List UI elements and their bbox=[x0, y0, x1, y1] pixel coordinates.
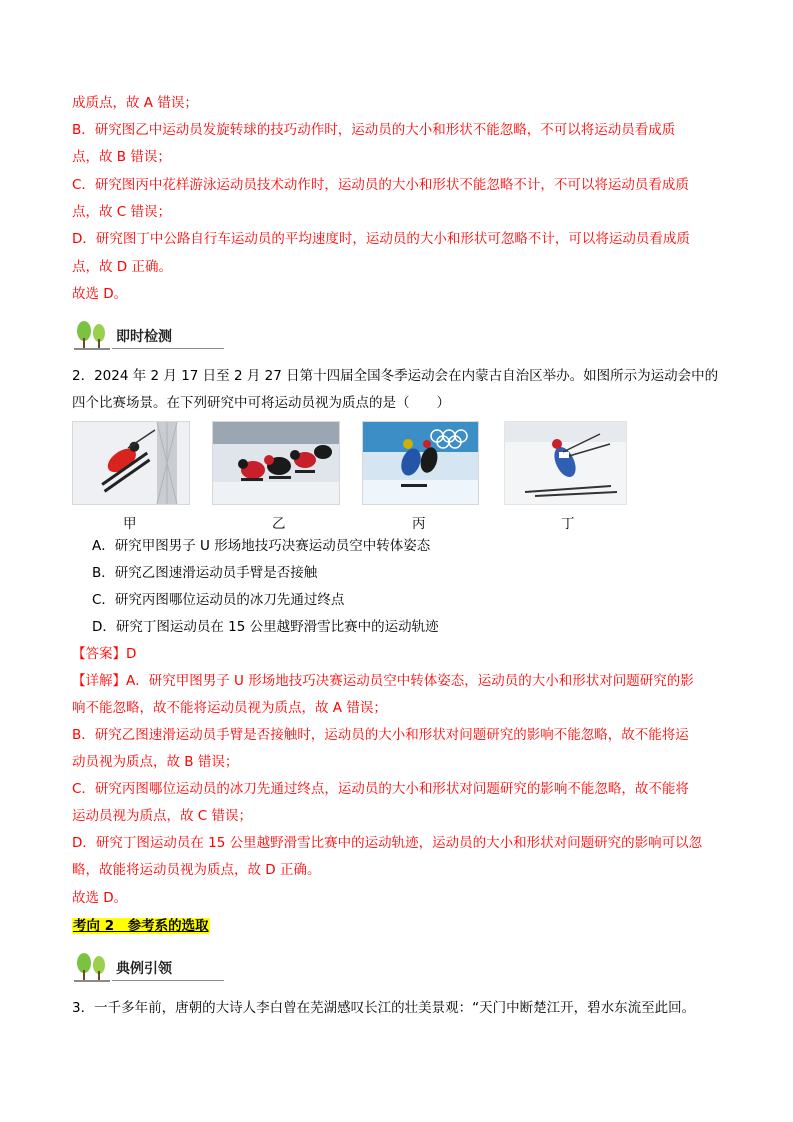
option-a: A．研究甲图男子 U 形场地技巧决赛运动员空中转体姿态 bbox=[92, 538, 431, 554]
answer-label: 【答案】D bbox=[72, 646, 137, 662]
analysis-line-5: 点，故 C 错误； bbox=[72, 204, 172, 220]
analysis-line-7: 点，故 D 正确。 bbox=[72, 259, 172, 275]
option-b: B．研究乙图速滑运动员手臂是否接触 bbox=[92, 565, 318, 581]
detail-line-5: C．研究丙图哪位运动员的冰刀先通过终点，运动员的大小和形状对问题研究的影响不能忽略，故不能将 bbox=[72, 781, 689, 797]
photo-ding-cross-country-ski bbox=[504, 421, 627, 505]
section-title: 即时检测 bbox=[116, 329, 172, 345]
question-3-stem-line-1: 3．一千多年前，唐朝的大诗人李白曾在芜湖感叹长江的壮美景观：“天门中断楚江开，碧水东流至此回。 bbox=[72, 1000, 696, 1016]
analysis-line-6: D．研究图丁中公路自行车运动员的平均速度时，运动员的大小和形状可忽略不计，可以将运动员看成质 bbox=[72, 231, 690, 247]
analysis-line-4: C．研究图丙中花样游泳运动员技术动作时，运动员的大小和形状不能忽略不计，不可以将运动员看成质 bbox=[72, 177, 689, 193]
section-heading-example bbox=[72, 952, 232, 982]
section-title: 典例引领 bbox=[116, 961, 172, 977]
topic-heading: 考向 2 参考系的选取 bbox=[73, 918, 209, 934]
detail-line-6: 运动员视为质点，故 C 错误； bbox=[72, 808, 253, 824]
caption-ding: 丁 bbox=[561, 516, 575, 532]
tree-icon bbox=[72, 952, 112, 982]
section-underline bbox=[112, 980, 224, 981]
detail-line-3: B．研究乙图速滑运动员手臂是否接触时，运动员的大小和形状对问题研究的影响不能忽略，故不能将运 bbox=[72, 727, 689, 743]
detail-line-8: 略，故能将运动员视为质点，故 D 正确。 bbox=[72, 862, 321, 878]
option-d: D．研究丁图运动员在 15 公里越野滑雪比赛中的运动轨迹 bbox=[92, 619, 439, 635]
photo-bing-short-track bbox=[362, 421, 479, 505]
analysis-conclusion: 故选 D。 bbox=[72, 286, 128, 302]
detail-line-1: 【详解】A．研究甲图男子 U 形场地技巧决赛运动员空中转体姿态，运动员的大小和形状对问题研究的影 bbox=[72, 673, 694, 689]
analysis-line-2: B．研究图乙中运动员发旋转球的技巧动作时，运动员的大小和形状不能忽略，不可以将运动员看成质 bbox=[72, 122, 676, 138]
detail-conclusion: 故选 D。 bbox=[72, 890, 128, 906]
analysis-line-1: 成质点，故 A 错误； bbox=[72, 95, 198, 111]
detail-line-7: D．研究丁图运动员在 15 公里越野滑雪比赛中的运动轨迹，运动员的大小和形状对问题研究的影响可以忽 bbox=[72, 835, 703, 851]
caption-yi: 乙 bbox=[272, 516, 286, 532]
section-underline bbox=[112, 348, 224, 349]
tree-icon bbox=[72, 320, 112, 350]
photo-jia-freestyle-ski bbox=[72, 421, 190, 505]
detail-line-2: 响不能忽略，故不能将运动员视为质点，故 A 错误； bbox=[72, 700, 387, 716]
analysis-line-3: 点，故 B 错误； bbox=[72, 149, 171, 165]
detail-line-4: 动员视为质点，故 B 错误； bbox=[72, 754, 239, 770]
photo-yi-speed-skating bbox=[212, 421, 340, 505]
question-2-stem-line-1: 2．2024 年 2 月 17 日至 2 月 27 日第十四届全国冬季运动会在内蒙古自治区举办。如图所示为运动会中的 bbox=[72, 368, 719, 384]
question-2-stem-line-2: 四个比赛场景。在下列研究中可将运动员视为质点的是（ ） bbox=[72, 395, 450, 411]
caption-bing: 丙 bbox=[412, 516, 426, 532]
option-c: C．研究丙图哪位运动员的冰刀先通过终点 bbox=[92, 592, 345, 608]
section-heading-instant-check bbox=[72, 320, 232, 350]
caption-jia: 甲 bbox=[123, 516, 137, 532]
